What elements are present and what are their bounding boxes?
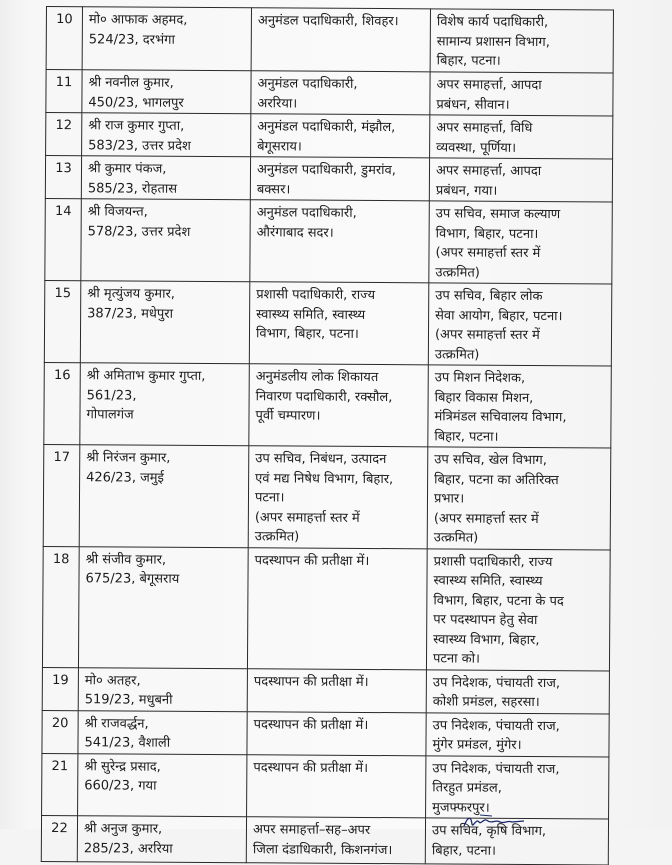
cell-line: अपर समाहर्त्ता, आपदा — [435, 163, 542, 180]
officer-name-cell — [78, 710, 247, 754]
cell-line: श्री राज कुमार गुप्ता, — [88, 118, 185, 134]
cell-line: श्री राजवर्द्धन, — [84, 715, 149, 732]
cell-line: अनुमंडल पदाधिकारी, शिवहर। — [257, 13, 399, 30]
cell-line: कोशी प्रमंडल, सहरसा। — [432, 694, 540, 711]
cell-line: अपर समाहर्त्ता, आपदा — [436, 77, 542, 94]
transfer-posting-table — [41, 6, 614, 865]
serial-number: 21 — [42, 753, 78, 816]
cell-line: बेगूसराय। — [257, 138, 302, 155]
officer-name-cell — [81, 156, 250, 200]
current-posting-cell — [247, 711, 426, 755]
cell-line: सामान्य प्रशासन विभाग, — [436, 33, 550, 50]
cell-line: 519/23, मधुबनी — [84, 692, 173, 708]
cell-line: पदस्थापन की प्रतीक्षा में। — [253, 759, 369, 776]
cell-line: प्रशासी पदाधिकारी, राज्य — [433, 553, 553, 570]
new-posting-cell — [430, 115, 613, 159]
officer-name-cell — [79, 445, 249, 548]
current-posting-cell — [246, 817, 425, 864]
cell-line: उत्क्रमित) — [434, 346, 480, 363]
cell-line: अररिया। — [257, 95, 298, 112]
cell-line: अपर समाहर्त्ता–सह–अपर — [252, 822, 371, 838]
cell-line: 285/23, अररिया — [83, 840, 173, 857]
cell-line: अनुमंडल पदाधिकारी, मंझौल, — [257, 119, 396, 136]
cell-line: विभाग, बिहार, पटना। — [435, 225, 539, 242]
cell-line: 524/23, दरभंगा — [88, 31, 175, 48]
cell-line: श्री मृत्युंजय कुमार, — [87, 286, 175, 302]
cell-line: 450/23, भागलपुर — [88, 94, 184, 111]
cell-line: प्रबंधन, गया। — [435, 182, 498, 199]
cell-line: श्री कुमार पंकज, — [87, 161, 167, 177]
cell-line: पटना। — [254, 490, 285, 506]
cell-line: पूर्वी चम्पारण। — [255, 408, 321, 424]
table-row — [46, 7, 613, 73]
serial-number: 14 — [45, 198, 82, 280]
new-posting-cell — [430, 72, 613, 116]
cell-line: अपर समाहर्त्ता, विधि — [436, 120, 533, 136]
cell-line: पदस्थापन की प्रतीक्षा में। — [253, 673, 369, 690]
current-posting-cell — [247, 547, 427, 669]
current-posting-cell — [248, 446, 428, 549]
cell-line: 426/23, जमुई — [86, 469, 164, 486]
current-posting-cell — [250, 157, 429, 201]
cell-line: बिहार, पटना का अतिरिक्त — [434, 471, 559, 488]
cell-line: स्वास्थ्य समिति, स्वास्थ्य — [433, 573, 543, 590]
cell-line: व्यवस्था, पूर्णिया। — [436, 139, 517, 156]
cell-line: (अपर समाहर्त्ता स्तर में — [435, 245, 541, 262]
cell-line: उत्क्रमित) — [433, 530, 479, 546]
cell-line: अनुमंडल पदाधिकारी, — [257, 76, 358, 92]
current-posting-cell — [250, 200, 429, 283]
cell-line: तिरहुत प्रमंडल, — [432, 780, 502, 796]
current-posting-cell — [251, 8, 430, 72]
officer-name-cell — [82, 7, 251, 71]
cell-line: पर पदस्थापन हेतु सेवा — [433, 612, 538, 629]
cell-line: बिहार, पटना। — [436, 53, 501, 69]
serial-number: 17 — [43, 444, 80, 546]
officer-name-cell — [78, 667, 247, 711]
serial-number: 13 — [45, 156, 81, 199]
cell-line: 387/23, मधेपुरा — [87, 305, 174, 322]
cell-line: अनुमंडल पदाधिकारी, डुमरांव, — [256, 162, 396, 179]
cell-line: 578/23, उत्तर प्रदेश — [87, 223, 191, 240]
cell-line: मो० अतहर, — [84, 672, 141, 689]
cell-line: पदस्थापन की प्रतीक्षा में। — [254, 552, 370, 569]
officer-name-cell — [77, 816, 246, 863]
serial-number: 19 — [42, 667, 78, 710]
cell-line: श्री अमिताभ कुमार गुप्ता, — [86, 368, 206, 384]
table-row — [42, 710, 609, 756]
new-posting-cell — [426, 548, 610, 670]
cell-line: मंत्रिमंडल सचिवालय विभाग, — [434, 409, 567, 426]
cell-line: मुजफ्फरपुर। — [432, 799, 490, 816]
cell-line: उत्क्रमित) — [435, 264, 480, 281]
new-posting-cell — [429, 201, 612, 284]
cell-line: उप मिशन निदेशक, — [434, 370, 526, 386]
table-row — [45, 198, 612, 283]
cell-line: श्री निरंजन कुमार, — [86, 450, 171, 466]
cell-line: (अपर समाहर्त्ता स्तर में — [254, 509, 360, 526]
serial-number: 16 — [44, 362, 81, 444]
current-posting-cell — [249, 282, 428, 365]
cell-line: अनुमंडलीय लोक शिकायत — [255, 369, 379, 386]
cell-line: 585/23, रोहतास — [87, 180, 178, 197]
new-posting-cell — [428, 283, 611, 366]
cell-line: औरंगाबाद सदर। — [256, 224, 334, 241]
cell-line: श्री सुरेन्द्र प्रसाद, — [84, 758, 161, 775]
cell-line: उप सचिव, निबंधन, उत्पादन — [255, 451, 387, 468]
table-row — [42, 546, 610, 670]
cell-line: विभाग, बिहार, पटना के पद — [433, 592, 564, 609]
cell-line: श्री नवनील कुमार, — [88, 75, 174, 91]
officer-name-cell — [82, 113, 251, 157]
cell-line: श्री अनुज कुमार, — [83, 821, 163, 837]
officer-name-cell — [81, 199, 250, 282]
serial-number: 20 — [42, 710, 78, 753]
table-row — [46, 70, 613, 116]
cell-line: प्रशासी पदाधिकारी, राज्य — [256, 287, 376, 304]
officer-name-cell — [80, 281, 249, 364]
cell-line: पटना को। — [432, 651, 481, 667]
serial-number: 22 — [41, 815, 77, 861]
cell-line: उप निदेशक, पंचायती राज, — [432, 717, 560, 734]
cell-line: उप सचिव, समाज कल्याण — [435, 206, 561, 223]
cell-line: एवं मद्य निषेध विभाग, बिहार, — [255, 470, 394, 487]
cell-line: विशेष कार्य पदाधिकारी, — [436, 14, 549, 31]
cell-line: 541/23, वैशाली — [84, 735, 171, 751]
cell-line: मुंगेर प्रमंडल, मुंगेर। — [432, 737, 522, 753]
cell-line: गोपालगंज — [86, 407, 134, 423]
serial-number: 18 — [42, 546, 79, 667]
cell-line: बिहार विकास मिशन, — [434, 389, 534, 406]
cell-line: श्री संजीव कुमार, — [85, 551, 167, 568]
officer-name-cell — [80, 363, 249, 446]
new-posting-cell — [426, 669, 609, 713]
new-posting-cell — [429, 158, 612, 202]
cell-line: उप निदेशक, पंचायती राज, — [432, 760, 560, 777]
cell-line: (अपर समाहर्त्ता स्तर में — [434, 327, 540, 344]
current-posting-cell — [251, 114, 430, 158]
cell-line: प्रबंधन, सीवान। — [436, 96, 510, 113]
table-row — [46, 113, 613, 159]
cell-line: उप निदेशक, पंचायती राज, — [432, 674, 561, 691]
cell-line: (अपर समाहर्त्ता स्तर में — [433, 510, 539, 527]
table-row — [42, 753, 609, 819]
serial-number: 15 — [44, 280, 81, 362]
cell-line: बिहार, पटना। — [434, 428, 499, 445]
cell-line: स्वास्थ्य समिति, स्वास्थ्य — [256, 306, 366, 323]
cell-line: बक्सर। — [256, 181, 291, 197]
new-posting-cell — [426, 712, 609, 756]
cell-line: पदस्थापन की प्रतीक्षा में। — [253, 716, 369, 733]
new-posting-cell — [430, 9, 613, 73]
cell-line: उत्क्रमित) — [254, 529, 300, 545]
cell-line: प्रभार। — [433, 491, 465, 507]
table-row — [44, 280, 611, 365]
cell-line: 675/23, बेगूसराय — [85, 571, 180, 587]
table-body — [41, 7, 613, 865]
cell-line: अनुमंडल पदाधिकारी, — [256, 205, 357, 221]
cell-line: श्री विजयन्त, — [87, 204, 148, 220]
cell-line: 561/23, — [86, 387, 137, 404]
cell-line: 583/23, उत्तर प्रदेश — [88, 137, 191, 154]
table-row — [44, 362, 611, 447]
cell-line: सेवा आयोग, बिहार, पटना। — [435, 307, 563, 324]
cell-line: उप सचिव, कृषि विभाग, — [431, 823, 547, 840]
cell-line: उप सचिव, खेल विभाग, — [434, 452, 547, 469]
current-posting-cell — [251, 71, 430, 115]
cell-line: उप सचिव, बिहार लोक — [435, 288, 543, 305]
cell-line: बिहार, पटना। — [431, 842, 496, 859]
current-posting-cell — [247, 668, 426, 712]
signature-scribble — [462, 812, 542, 829]
officer-name-cell — [78, 546, 248, 668]
table-row — [42, 667, 609, 713]
table-row — [45, 156, 612, 202]
current-posting-cell — [249, 364, 428, 447]
officer-name-cell — [78, 753, 247, 817]
new-posting-cell — [427, 447, 611, 550]
new-posting-cell — [426, 755, 609, 819]
cell-line: 660/23, गया — [84, 778, 157, 794]
cell-line: विभाग, बिहार, पटना। — [255, 326, 359, 342]
serial-number: 12 — [46, 113, 82, 156]
new-posting-cell — [428, 365, 611, 448]
cell-line: निवारण पदाधिकारी, रक्सौल, — [255, 388, 393, 405]
serial-number: 11 — [46, 70, 82, 113]
officer-name-cell — [82, 70, 251, 114]
cell-line: जिला दंडाधिकारी, किशनगंज। — [252, 841, 393, 858]
cell-line: मो० आफाक अहमद, — [88, 12, 188, 28]
current-posting-cell — [247, 754, 426, 818]
serial-number: 10 — [46, 7, 82, 70]
cell-line: स्वास्थ्य विभाग, बिहार, — [433, 631, 540, 648]
table-row — [43, 444, 611, 549]
